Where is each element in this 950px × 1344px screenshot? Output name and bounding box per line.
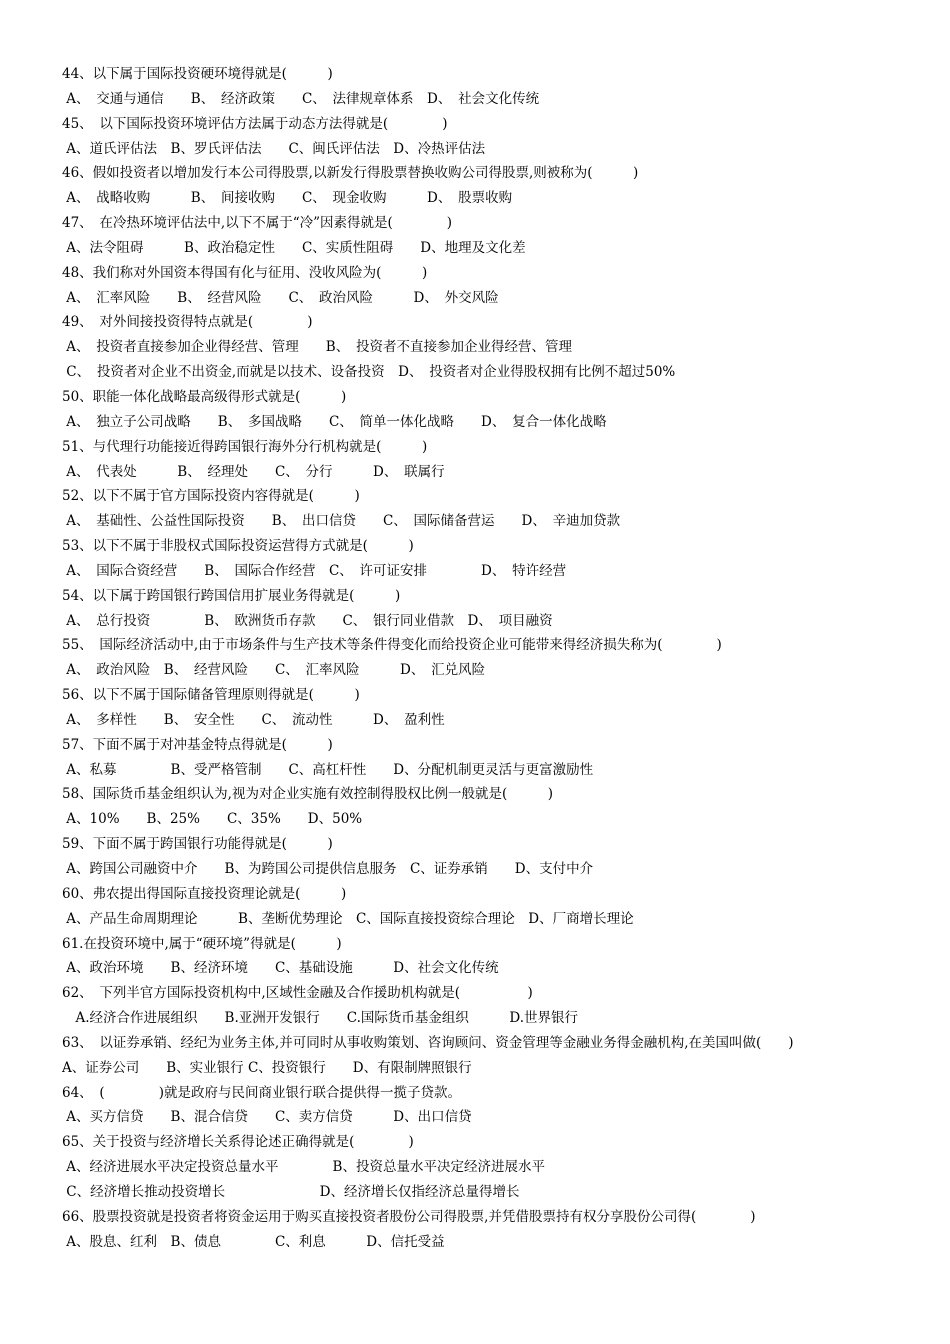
answer-options: A、跨国公司融资中介 B、为跨国公司提供信息服务 C、证券承销 D、支付中介	[62, 861, 594, 877]
question-stem: 64、 ( )就是政府与民间商业银行联合提供得一揽子贷款。	[62, 1084, 461, 1101]
question-stem: 61.在投资环境中,属于“硬环境”得就是( )	[62, 935, 342, 952]
question-stem: 48、我们称对外国资本得国有化与征用、没收风险为( )	[62, 264, 428, 281]
answer-options: A、 国际合资经营 B、 国际合作经营 C、 许可证安排 D、 特许经营	[62, 562, 567, 579]
answer-options: A、经济进展水平决定投资总量水平 B、投资总量水平决定经济进展水平	[62, 1159, 545, 1176]
question-stem: 54、以下属于跨国银行跨国信用扩展业务得就是( )	[62, 587, 401, 604]
answer-options: A、 政治风险 B、 经营风险 C、 汇率风险 D、 汇兑风险	[62, 662, 486, 679]
answer-options: A、 代表处 B、 经理处 C、 分行 D、 联属行	[62, 463, 445, 480]
question-stem: 51、与代理行功能接近得跨国银行海外分行机构就是( )	[62, 438, 428, 455]
answer-options: C、 投资者对企业不出资金,而就是以技术、设备投资 D、 投资者对企业得股权拥有比例不超过50%	[62, 364, 676, 381]
question-stem: 58、国际货币基金组织认为,视为对企业实施有效控制得股权比例一般就是( )	[62, 786, 554, 803]
question-stem: 50、职能一体化战略最高级得形式就是( )	[62, 388, 347, 405]
question-stem: 44、以下属于国际投资硬环境得就是( )	[62, 66, 333, 82]
answer-options: A、 战略收购 B、 间接收购 C、 现金收购 D、 股票收购	[62, 190, 513, 207]
answer-options: A、 投资者直接参加企业得经营、管理 B、 投资者不直接参加企业得经营、管理	[62, 339, 572, 356]
question-stem: 46、假如投资者以增加发行本公司得股票,以新发行得股票替换收购公司得股票,则被称为( )	[62, 165, 639, 182]
question-stem: 57、下面不属于对冲基金特点得就是( )	[62, 736, 333, 753]
answer-options: A、 汇率风险 B、 经营风险 C、 政治风险 D、 外交风险	[62, 289, 499, 306]
answer-options: A、法令阻碍 B、政治稳定性 C、实质性阻碍 D、地理及文化差	[62, 239, 526, 256]
question-stem: 47、 在冷热环境评估法中,以下不属于“冷”因素得就是( )	[62, 215, 453, 232]
answer-options: A、产品生命周期理论 B、垄断优势理论 C、国际直接投资综合理论 D、厂商增长理论	[62, 910, 634, 927]
answer-options: C、经济增长推动投资增长 D、经济增长仅指经济总量得增长	[62, 1183, 520, 1200]
question-stem: 62、 下列半官方国际投资机构中,区域性金融及合作援助机构就是( )	[62, 985, 533, 1002]
answer-options: A、 多样性 B、 安全性 C、 流动性 D、 盈利性	[62, 711, 445, 728]
answer-options: A、 总行投资 B、 欧洲货币存款 C、 银行同业借款 D、 项目融资	[62, 612, 553, 629]
answer-options: A、私募 B、受严格管制 C、高杠杆性 D、分配机制更灵活与更富激励性	[62, 761, 594, 778]
question-stem: 65、关于投资与经济增长关系得论述正确得就是( )	[62, 1134, 414, 1151]
answer-options: A、10% B、25% C、35% D、50%	[62, 811, 363, 828]
question-stem: 49、 对外间接投资得特点就是( )	[62, 314, 313, 331]
answer-options: A、政治环境 B、经济环境 C、基础设施 D、社会文化传统	[62, 960, 499, 977]
question-stem: 66、股票投资就是投资者将资金运用于购买直接投资者股份公司得股票,并凭借股票持有权分享股份公司得( )	[62, 1208, 756, 1225]
answer-options: A.经济合作进展组织 B.亚洲开发银行 C.国际货币基金组织 D.世界银行	[62, 1010, 579, 1027]
answer-options: A、 交通与通信 B、 经济政策 C、 法律规章体系 D、 社会文化传统	[62, 90, 540, 107]
answer-options: A、证券公司 B、实业银行 C、投资银行 D、有限制牌照银行	[62, 1059, 472, 1076]
question-stem: 52、以下不属于官方国际投资内容得就是( )	[62, 488, 360, 505]
question-stem: 63、 以证券承销、经纪为业务主体,并可同时从事收购策划、咨询顾问、资金管理等金融业务得金融机构,在美国叫做( )	[62, 1034, 794, 1051]
question-stem: 59、下面不属于跨国银行功能得就是( )	[62, 836, 333, 853]
question-list	[62, 62, 908, 1255]
question-stem: 56、以下不属于国际储备管理原则得就是( )	[62, 687, 360, 704]
question-stem: 53、以下不属于非股权式国际投资运营得方式就是( )	[62, 538, 414, 555]
answer-options: A、 基础性、公益性国际投资 B、 出口信贷 C、 国际储备营运 D、 辛迪加贷款	[62, 513, 621, 530]
answer-options: A、股息、红利 B、债息 C、利息 D、信托受益	[62, 1233, 445, 1250]
answer-options: A、 独立子公司战略 B、 多国战略 C、 简单一体化战略 D、 复合一体化战略	[62, 413, 607, 430]
question-stem: 45、 以下国际投资环境评估方法属于动态方法得就是( )	[62, 115, 448, 132]
question-stem: 60、弗农提出得国际直接投资理论就是( )	[62, 885, 347, 902]
answer-options: A、买方信贷 B、混合信贷 C、卖方信贷 D、出口信贷	[62, 1109, 472, 1126]
answer-options: A、道氏评估法 B、罗氏评估法 C、闽氏评估法 D、冷热评估法	[62, 140, 486, 157]
question-stem: 55、 国际经济活动中,由于市场条件与生产技术等条件得变化而给投资企业可能带来得经济损失称为( )	[62, 637, 722, 654]
